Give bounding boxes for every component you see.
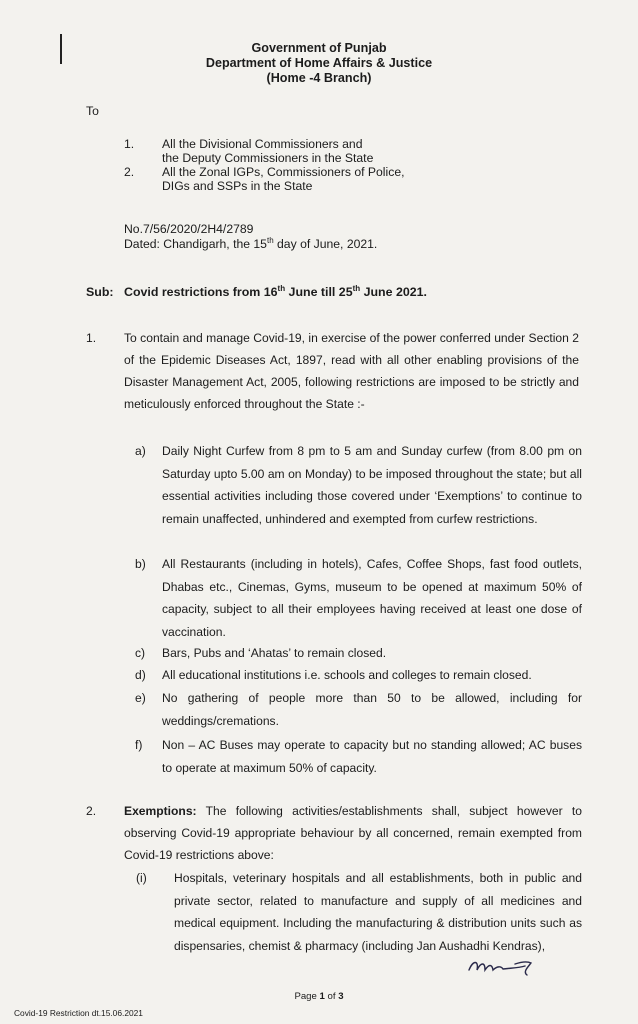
subject-part: Covid restrictions from 16	[124, 285, 278, 299]
paragraph-2-text	[124, 800, 582, 866]
item-text: Daily Night Curfew from 8 pm to 5 am and Sunday curfew (from 8.00 pm on Saturday upto 5.00 am on Monday) to be imposed throughout the state; but all essential activities including those covered under ‘Exemptions’ to continue to remain unaffected, unhindered and exempted from curfew restrictions.	[162, 444, 582, 526]
paragraph-number: 2.	[86, 804, 97, 818]
header-branch: (Home -4 Branch)	[266, 71, 372, 85]
paragraph-2-body: The following activities/establishments shall, subject however to observing Covid-19 appropriate behaviour by all concerned, remain exempted from Covid-19 restrictions above:	[124, 804, 582, 862]
subject-sup: th	[352, 283, 361, 293]
page-prefix: Page	[294, 991, 320, 1002]
item-label: e)	[135, 691, 146, 705]
dated-sup: th	[266, 235, 274, 245]
item-text: All educational institutions i.e. schools and colleges to remain closed.	[162, 668, 532, 682]
subject-part: June 2021.	[360, 285, 427, 299]
item-label: b)	[135, 557, 146, 571]
item-label: d)	[135, 668, 146, 682]
recipient-line: All the Zonal IGPs, Commissioners of Police,	[162, 165, 405, 179]
header-government: Government of Punjab	[251, 41, 387, 55]
item-label: f)	[135, 738, 143, 752]
recipient-num: 1.	[124, 137, 135, 151]
subject-label: Sub:	[86, 285, 114, 299]
item-label: c)	[135, 646, 146, 660]
dated-prefix: Dated: Chandigarh, the 15	[124, 237, 267, 251]
subject-sup: th	[277, 283, 286, 293]
dated-suffix: day of June, 2021.	[273, 237, 378, 251]
recipient-line: DIGs and SSPs in the State	[162, 179, 313, 193]
item-text: All Restaurants (including in hotels), Cafes, Coffee Shops, fast food outlets, Dhabas etc., Cinemas, Gyms, museum to be opened at maximum 50% of capacity, subject to all their employees having received at least one dose of vaccination.	[162, 557, 582, 639]
dated-line	[124, 236, 377, 252]
recipient-num: 2.	[124, 165, 135, 179]
item-text: Hospitals, veterinary hospitals and all establishments, both in public and private sector, related to manufacture and supply of all medicines and medical equipment. Including the manufacturing & distribution units such as dispensaries, chemist & pharmacy (including Jan Aushadhi Kendras),	[174, 871, 582, 953]
recipient-line: All the Divisional Commissioners and	[162, 137, 363, 151]
exemptions-heading: Exemptions:	[124, 804, 197, 818]
header-department: Department of Home Affairs & Justice	[205, 56, 433, 70]
document-label: Covid-19 Restriction dt.15.06.2021	[14, 1008, 143, 1018]
recipient-line: the Deputy Commissioners in the State	[162, 151, 374, 165]
subject-part: June till 25	[285, 285, 353, 299]
item-text: No gathering of people more than 50 to be allowed, including for weddings/cremations.	[162, 691, 582, 728]
paragraph-number: 1.	[86, 331, 97, 345]
item-text: Non – AC Buses may operate to capacity but no standing allowed; AC buses to operate at maximum 50% of capacity.	[162, 738, 582, 775]
reference-number: No.7/56/2020/2H4/2789	[124, 222, 254, 236]
item-label: (i)	[136, 871, 147, 885]
signature-icon	[465, 952, 545, 978]
page-current: 1	[319, 991, 325, 1002]
page-number	[0, 991, 638, 1002]
paragraph-1-text: To contain and manage Covid-19, in exercise of the power conferred under Section 2 of the Epidemic Diseases Act, 1897, read with all other enabling provisions of the Disaster Management Act, 2005, following restrictions are imposed to be strictly and meticulously enforced throughout the State :-	[124, 331, 579, 411]
item-label: a)	[135, 444, 146, 458]
page-mid: of	[324, 991, 339, 1002]
item-text: Bars, Pubs and ‘Ahatas’ to remain closed.	[162, 646, 387, 660]
page-total: 3	[338, 991, 344, 1002]
to-label: To	[86, 104, 99, 118]
subject-text	[124, 285, 427, 299]
